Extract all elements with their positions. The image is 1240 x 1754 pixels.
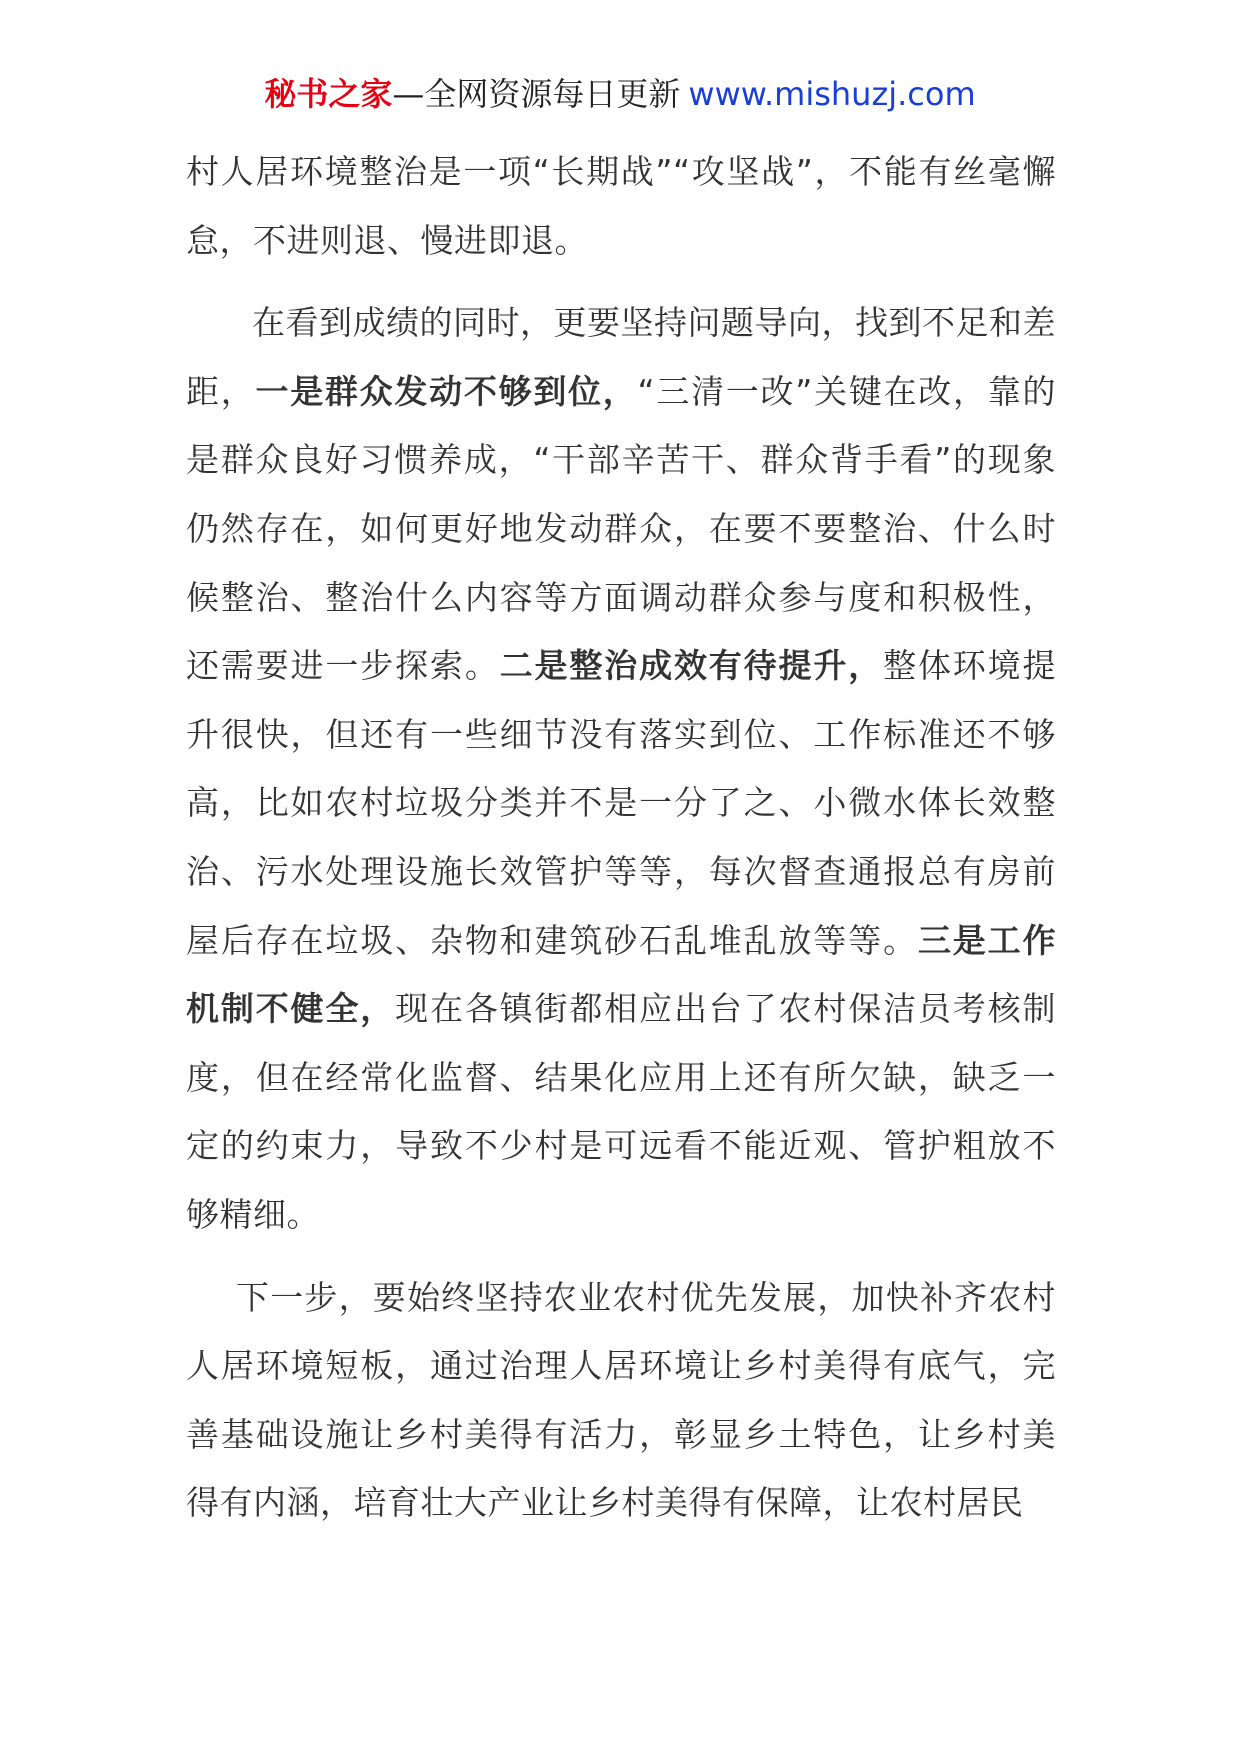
paragraph-text: 现在各镇街都相应出台了农村保洁员考核制度，但在经常化监督、结果化应用上还有所欠缺，缺乏一定的约束力，导致不少村是可远看不能近观、管护粗放不够精细。 — [186, 989, 1057, 1234]
document-body — [186, 138, 1056, 1552]
paragraph-text: 村人居环境整治是一项“长期战”“攻坚战”，不能有丝毫懈怠，不进则退、慢进即退。 — [186, 152, 1056, 260]
paragraph-text: “三清一改”关键在改，靠的是群众良好习惯养成，“干部辛苦干、群众背手看”的现象仍然存在，如何更好地发动群众，在要不要整治、什么时候整治、整治什么内容等方面调动群众参与度和积极性，还需要进一步探索。 — [186, 371, 1057, 686]
point-three-heading: 三是工作机制不健全， — [186, 920, 1057, 1029]
paragraph-text: 整体环境提升很快，但还有一些细节没有落实到位、工作标准还不够高，比如农村垃圾分类并不是一分了之、小微水体长效整治、污水处理设施长效管护等等，每次督查通报总有房前屋后存在垃圾、杂物和建筑砂石乱堆乱放等等。 — [186, 646, 1057, 960]
paragraph-problems — [186, 289, 1056, 1249]
site-tagline: —全网资源每日更新 — [392, 75, 681, 113]
point-two-heading: 二是整治成效有待提升， — [499, 646, 884, 686]
site-brand-name: 秘书之家 — [264, 75, 393, 113]
paragraph-continued — [186, 138, 1056, 275]
site-url-link[interactable]: www.mishuzj.com — [688, 75, 976, 113]
paragraph-text: 下一步，要始终坚持农业农村优先发展，加快补齐农村人居环境短板，通过治理人居环境让乡村美得有底气，完善基础设施让乡村美得有活力，彰显乡土特色，让乡村美得有内涵，培育壮大产业让乡村美得有保障，让农村居民 — [186, 1277, 1056, 1523]
point-one-heading: 一是群众发动不够到位， — [255, 371, 638, 411]
site-header — [0, 72, 1240, 116]
paragraph-next-steps — [186, 1264, 1056, 1538]
paragraph-text: 在看到成绩的同时，更要坚持问题导向，找到不足和差距， — [186, 303, 1056, 411]
